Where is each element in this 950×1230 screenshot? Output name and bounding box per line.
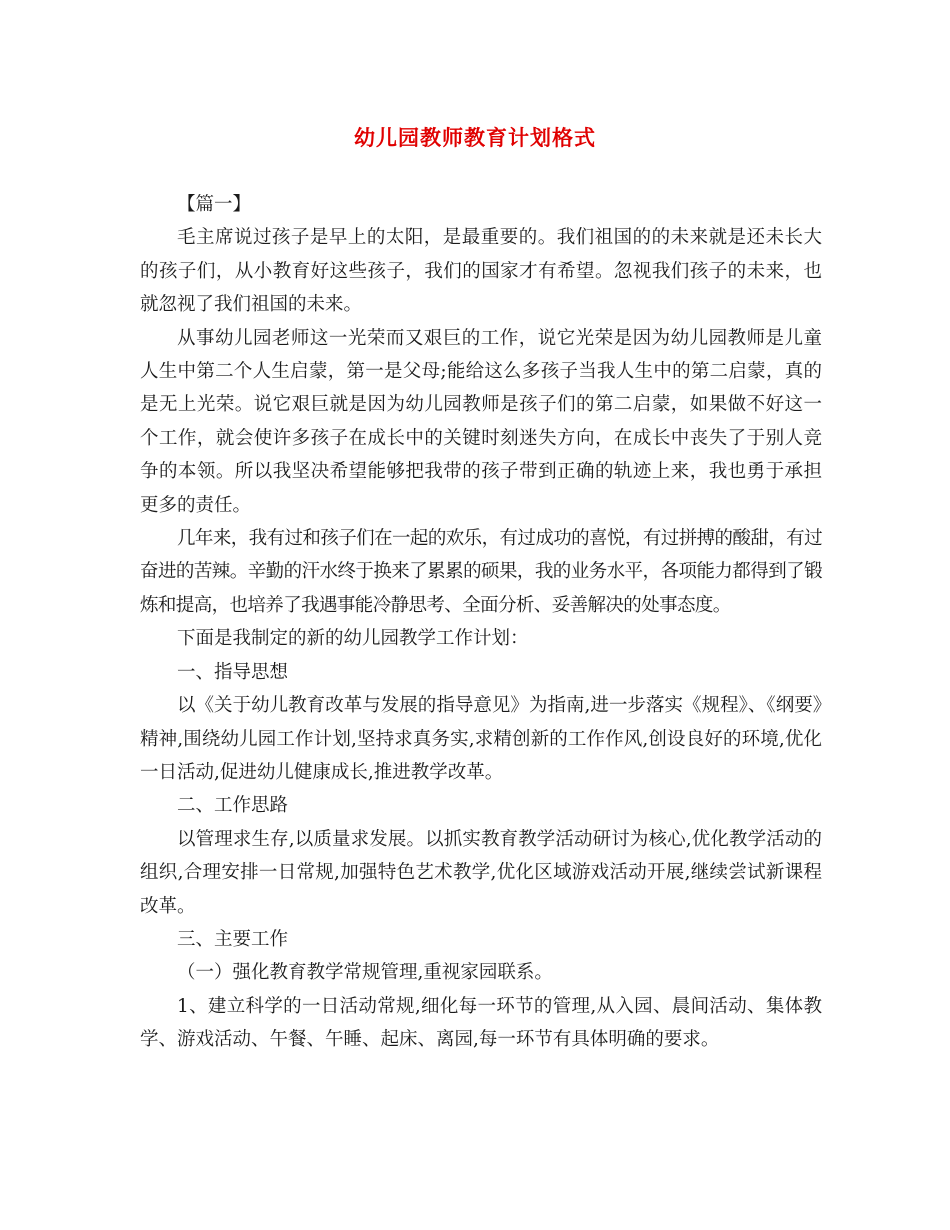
section-heading-part-one: 【篇一】 bbox=[177, 194, 252, 215]
paragraph-intro: 毛主席说过孩子是早上的太阳，是最重要的。我们祖国的的未来就是还未长大的孩子们，从小教育好这些孩子，我们的国家才有希望。忽视我们孩子的未来，也就忽视了我们祖国的未来。 bbox=[140, 227, 822, 316]
paragraph-reflection: 几年来，我有过和孩子们在一起的欢乐，有过成功的喜悦，有过拼搏的酸甜，有过奋进的苦辣。辛勤的汗水终于换来了累累的硕果，我的业务水平，各项能力都得到了锻炼和提高，也培养了我遇事能冷静思考、全面分析、妥善解决的处事态度。 bbox=[140, 528, 822, 616]
heading-main-work: 三、主要工作 bbox=[177, 928, 289, 950]
paragraph-plan-lead: 下面是我制定的新的幼儿园教学工作计划： bbox=[177, 628, 529, 650]
paragraph-daily-routine: 1、建立科学的一日活动常规,细化每一环节的管理,从入园、晨间活动、集体教学、游戏活动、午餐、午睡、起床、离园,每一环节有具体明确的要求。 bbox=[140, 995, 822, 1051]
paragraph-guiding-ideology: 以《关于幼儿教育改革与发展的指导意见》为指南,进一步落实《规程》、《纲要》精神,围绕幼儿园工作计划,坚持求真务实,求精创新的工作作风,创设良好的环境,优化一日活动,促进幼儿健康成长,推进教学改革。 bbox=[140, 695, 822, 783]
document-body bbox=[140, 188, 822, 1057]
subheading-routine-management: （一）强化教育教学常规管理,重视家园联系。 bbox=[177, 962, 553, 984]
paragraph-work-approach: 以管理求生存,以质量求发展。以抓实教育教学活动研讨为核心,优化教学活动的组织,合理安排一日常规,加强特色艺术教学,优化区域游戏活动开展,继续尝试新课程改革。 bbox=[140, 828, 822, 917]
heading-guiding-ideology: 一、指导思想 bbox=[177, 661, 289, 683]
heading-work-approach: 二、工作思路 bbox=[177, 795, 289, 817]
paragraph-teacher-role: 从事幼儿园老师这一光荣而又艰巨的工作，说它光荣是因为幼儿园教师是儿童人生中第二个人生启蒙，第一是父母;能给这么多孩子当我人生中的第二启蒙，真的是无上光荣。说它艰巨就是因为幼儿园教师是孩子们的第二启蒙，如果做不好这一个工作，就会使许多孩子在成长中的关键时刻迷失方向，在成长中丧失了于别人竞争的本领。所以我坚决希望能够把我带的孩子带到正确的轨迹上来，我也勇于承担更多的责任。 bbox=[140, 327, 822, 516]
document-title: 幼儿园教师教育计划格式 bbox=[354, 125, 596, 150]
